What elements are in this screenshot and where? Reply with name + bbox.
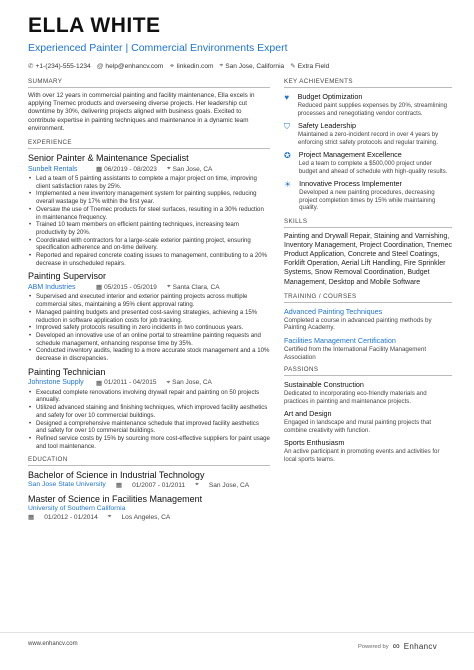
bullet-item: • Implemented a new inventory management system for painting supplies, reducing overall wastage by 17% within the first year. [28, 190, 270, 205]
bullet-item: • Improved safety protocols resulting in zero incidents in two continuous years. [28, 324, 270, 332]
medal-icon: ✪ [284, 151, 291, 160]
course-desc: Certified from the International Facility Management Association [284, 345, 427, 361]
right-column [284, 78, 452, 467]
achievement-desc: Maintained a zero-incident record in over 4 years by enforcing strict safety protocols and regular training. [298, 131, 439, 146]
achievement-item [284, 92, 452, 117]
bullet-item: • Designed a comprehensive maintenance schedule that improved facility aesthetics and safety for over 10 commercial buildings. [28, 420, 270, 435]
job-title: Painting Supervisor [28, 271, 107, 282]
contact-location: ⌖ San Jose, California [219, 62, 285, 70]
job-dates: 06/2019 - 08/2023 [104, 165, 157, 173]
passion-item [284, 409, 452, 434]
course-desc: Completed a course in advanced painting methods by Painting Academy. [284, 316, 432, 332]
job-title: Painting Technician [28, 366, 106, 377]
candidate-tagline: Experienced Painter | Commercial Environments Expert [28, 42, 288, 54]
contact-bar [28, 62, 448, 70]
powered-by-label: Powered by [358, 643, 389, 650]
shield-icon: ⛉ [284, 122, 290, 131]
degree-title: Bachelor of Science in Industrial Technology [28, 470, 205, 481]
lightbulb-icon: ☀ [284, 180, 292, 189]
achievement-item [284, 121, 452, 146]
calendar-icon: ▦ [115, 482, 123, 490]
degree-title: Master of Science in Facilities Management [28, 494, 203, 505]
job-entry [28, 153, 270, 267]
course-item [284, 336, 452, 361]
skills-text: Painting and Drywall Repair, Staining and Varnishing, Inventory Management, Project Coordination, Tnemec Product Application, Concrete and Steel Coatings, Forklift Operation, Aerial Lift Handling, Fire Sprinkler Systems, Snow Removal Coordination, Budget Management, Desktop and Mobile Software [284, 232, 452, 286]
company-link[interactable]: Johnstone Supply [28, 379, 84, 387]
achievements-heading: KEY ACHIEVEMENTS [284, 78, 452, 88]
courses-heading: TRAINING / COURSES [284, 293, 452, 303]
passion-title: Sustainable Construction [284, 380, 364, 390]
school-link[interactable]: University of Southern California [28, 505, 126, 513]
contact-phone: ✆ +1-(234)-555-1234 [28, 62, 91, 70]
passions-heading: PASSIONS [284, 366, 452, 376]
phone-icon: ✆ [28, 63, 34, 70]
page-footer [0, 632, 474, 652]
calendar-icon: ▦ [96, 379, 103, 387]
calendar-icon: ▦ [96, 284, 103, 292]
course-item [284, 307, 452, 332]
job-dates: 01/2011 - 04/2015 [104, 379, 157, 387]
location-icon: ⌖ [219, 62, 224, 69]
passion-desc: An active participant in promoting events and activities for local sports teams. [284, 448, 440, 463]
bullet-item: • Refined service costs by 15% by sourcing more cost-effective suppliers for paint usage and tool maintenance. [28, 435, 270, 450]
company-link[interactable]: ABM Industries [28, 283, 76, 291]
edu-dates: 01/2012 - 01/2014 [44, 513, 98, 521]
job-dates: 05/2015 - 05/2019 [104, 283, 157, 291]
course-title[interactable]: Facilities Management Certification [284, 335, 396, 345]
bullet-item: • Coordinated with contractors for a large-scale exterior painting project, ensuring specification adherence and on-time delivery. [28, 237, 270, 252]
heart-icon: ♥ [284, 93, 290, 102]
achievement-title: Safety Leadership [298, 121, 356, 130]
achievement-desc: Developed a new painting procedures, decreasing project completion times by 15% while maintaining quality. [299, 189, 436, 211]
school-link[interactable]: San Jose State University [28, 481, 106, 489]
at-icon: @ [96, 62, 104, 70]
summary-text: With over 12 years in commercial painting and facility maintenance, Ella excels in applying Tnemec products and overseeing diverse projects. Her leadership cut downtime by 30%, delivering projects aligned with business goals. Excited to contribute expertise in painting techniques and maintenance in a dynamic team environment. [28, 92, 255, 132]
achievement-title: Project Management Excellence [298, 150, 402, 159]
job-location: San Jose, CA [172, 165, 213, 173]
left-column [28, 78, 270, 526]
contact-email[interactable]: @ help@enhancv.com [96, 62, 164, 70]
education-heading: EDUCATION [28, 456, 270, 466]
course-title[interactable]: Advanced Painting Techniques [284, 306, 383, 316]
location-icon: ⌖ [107, 513, 112, 521]
job-entry [28, 367, 270, 451]
job-bullets [28, 293, 270, 362]
education-entry [28, 494, 270, 521]
achievement-title: Innovative Process Implementer [299, 179, 402, 188]
brand-name: Enhancv [403, 642, 437, 651]
passion-desc: Engaged in landscape and mural painting projects that combine creativity with function. [284, 419, 432, 434]
achievement-item [284, 150, 452, 175]
summary-heading: SUMMARY [28, 78, 270, 88]
location-icon: ⌖ [195, 481, 199, 489]
bullet-item: • Managed painting budgets and presented cost-saving strategies, achieving a 15% reduction in software application costs for job tracking. [28, 309, 270, 324]
achievement-item [284, 179, 452, 212]
achievement-desc: Reduced paint supplies expenses by 20%, streamlining processes and renegotiating vendor contracts. [297, 102, 447, 117]
job-location: Santa Clara, CA [172, 283, 220, 291]
bullet-item: • Trained 10 team members on efficient painting techniques, increasing team productivity by 20%. [28, 221, 270, 236]
skills-heading: SKILLS [284, 218, 452, 228]
job-location: San Jose, CA [172, 379, 212, 387]
achievement-title: Budget Optimization [297, 92, 363, 101]
passion-item [284, 438, 452, 463]
contact-extra: ✎ Extra Field [290, 62, 330, 70]
passion-title: Sports Enthusiasm [284, 438, 345, 448]
calendar-icon: ▦ [96, 166, 103, 174]
passion-title: Art and Design [284, 409, 332, 419]
enhancv-logo-icon: ∞ [392, 641, 400, 652]
achievement-desc: Led a team to complete a $500,000 project under budget and ahead of schedule with high-quality results. [298, 160, 448, 175]
passion-desc: Dedicated to incorporating eco-friendly materials and practices in painting and maintenance projects. [284, 390, 427, 405]
edu-location: San Jose, CA [208, 481, 250, 489]
job-bullets [28, 389, 270, 451]
location-icon: ⌖ [166, 283, 171, 291]
candidate-name: ELLA WHITE [28, 14, 161, 37]
contact-linkedin[interactable]: ⚭ linkedin.com [169, 62, 214, 70]
bullet-item: • Supervised and executed interior and exterior painting projects across multiple commercial sites, maintaining a 95% client approval rating. [28, 293, 270, 308]
bullet-item: • Executed complete renovations involving drywall repair and painting on 50 projects annually. [28, 389, 270, 404]
edu-location: Los Angeles, CA [121, 513, 171, 521]
bullet-item: • Oversaw the use of Tnemec products for steel surfaces, resulting in a 30% reduction in maintenance frequency. [28, 206, 270, 221]
bullet-item: • Developed an innovative use of an online portal to streamline painting requests and schedule management, enhancing response time by 35%. [28, 332, 270, 347]
education-entry [28, 470, 270, 489]
experience-heading: EXPERIENCE [28, 139, 270, 149]
bullet-item: • Conducted inventory audits, leading to a more accurate stock management and a 10% decrease in discrepancies. [28, 347, 270, 362]
pencil-icon: ✎ [290, 63, 296, 70]
link-icon: ⚭ [169, 63, 175, 70]
edu-dates: 01/2007 - 01/2011 [132, 481, 186, 489]
bullet-item: • Utilized advanced staining and finishing techniques, which improved facility aesthetics and safety for over 10 commercial buildings. [28, 404, 270, 419]
company-link[interactable]: Sunbelt Rentals [28, 165, 78, 173]
job-title: Senior Painter & Maintenance Specialist [28, 153, 189, 164]
job-bullets [28, 175, 270, 267]
bullet-item: • Led a team of 5 painting assistants to complete a major project on time, improving client satisfaction rates by 25%. [28, 175, 270, 190]
footer-url[interactable]: www.enhancv.com [28, 641, 78, 647]
powered-by [358, 641, 437, 652]
bullet-item: • Reported and repaired concrete coating issues to management, contributing to a 20% decrease in unscheduled repairs. [28, 252, 270, 267]
location-icon: ⌖ [166, 378, 171, 386]
location-icon: ⌖ [166, 165, 171, 173]
passion-item [284, 380, 452, 405]
calendar-icon: ▦ [28, 514, 35, 522]
job-entry [28, 271, 270, 362]
